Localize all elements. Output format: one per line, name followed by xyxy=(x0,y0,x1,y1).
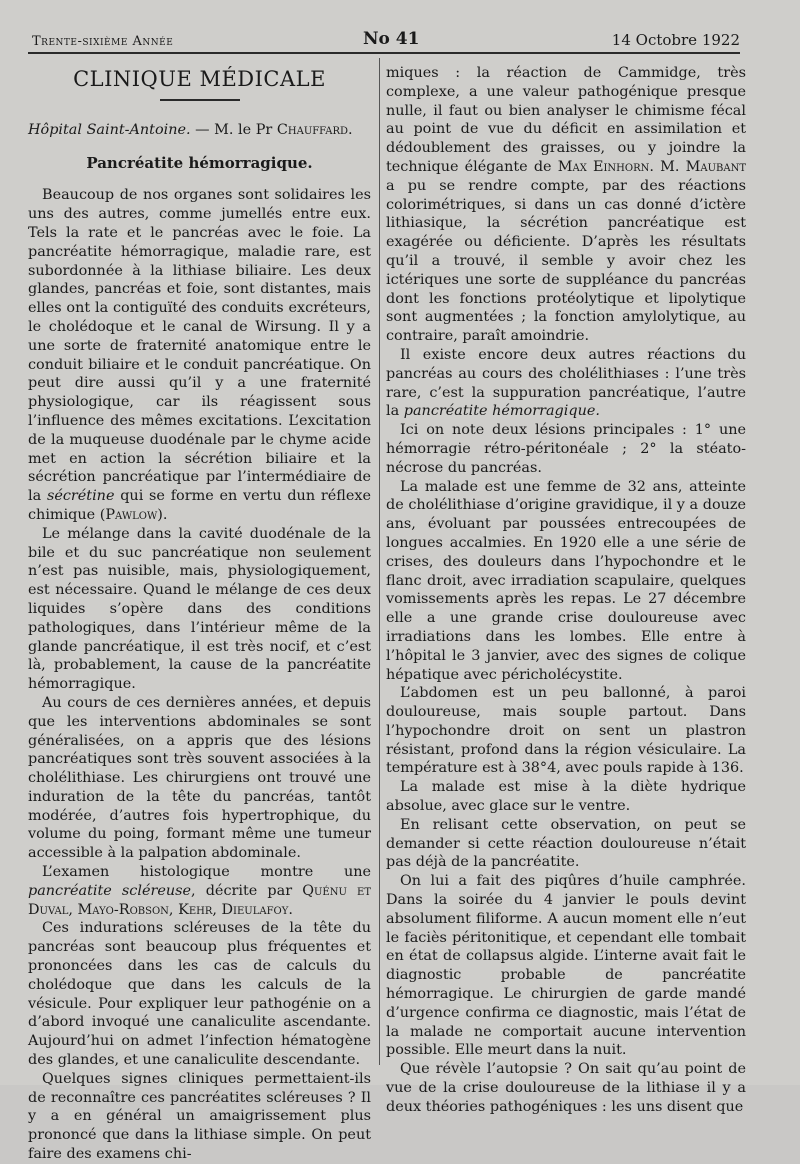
paragraph: Au cours de ces dernières années, et depuis que les interventions abdominales se sont généralisées, on a appris que des lésions pancréatiques sont très souvent associées à la cholélithiase. Les chirurgiens ont trouvé une induration de la tête du pancréas, tantôt modérée, d’autres fois hypertrophique, du volume du poing, formant même une tumeur accessible à la palpation abdominale. xyxy=(28,694,371,862)
paragraph: Quelques signes cliniques permettaient-ils de reconnaître ces pancréatites scléreuses ? Il y a en général un amaigrissement plus prononcé que dans la lithiase simple. On peut faire des examens chi- xyxy=(28,1070,371,1163)
paragraph: Ici on note deux lésions principales : 1° une hémorragie rétro-péritonéale ; 2° la stéato-nécrose du pancréas. xyxy=(386,422,746,476)
volume-label: Trente-sixième Année xyxy=(32,34,174,49)
column-divider xyxy=(379,58,380,1065)
right-column xyxy=(386,64,746,1115)
issue-date: 14 Octobre 1922 xyxy=(611,31,740,49)
paragraph: miques : la réaction de Cammidge, très complexe, a une valeur pathogénique presque nulle, il faut ou bien analyser le chimisme fécal au point de vue du déficit en assimilation et dédoublement des graisses, ou y joindre la technique élégante de Max Einhorn. M. Maubant a pu se rendre compte, par des réactions colorimétriques, si dans un cas donné d’ictère lithiasique, la sécrétion pancréatique est exagérée ou déficiente. D’après les résultats qu’il a trouvé, il semble y avoir chez les ictériques une sorte de suppléance du pancréas dont les fonctions protéolytique et lipolytique sont augmentées ; la fonction amylolytique, au contraire, paraît amoindrie. xyxy=(386,65,746,345)
issue-number: No 41 xyxy=(363,29,420,49)
article-title: Pancréatite hémorragique. xyxy=(86,153,313,172)
section-title: CLINIQUE MÉDICALE xyxy=(73,67,326,91)
title-rule xyxy=(160,99,240,101)
hospital-line xyxy=(28,121,371,140)
paragraph: L’examen histologique montre une pancréatite scléreuse, décrite par Quénu et Duval, Mayo-Robson, Kehr, Dieulafoy. xyxy=(28,864,371,918)
paragraph: La malade est une femme de 32 ans, atteinte de cholélithiase d’origine gravidique, il y a douze ans, évoluant par poussées entrecoupées de longues accalmies. En 1920 elle a une série de crises, des douleurs dans l’hypochondre et le flanc droit, avec irradiation scapulaire, quelques vomissements après les repas. Le 27 décembre elle a une grande crise douloureuse avec irradiations dans les lombes. Elle entre à l’hôpital le 3 janvier, avec des signes de colique hépatique avec péricholécystite. xyxy=(386,478,746,683)
paragraph: En relisant cette observation, on peut se demander si cette réaction douloureuse n’était pas déjà de la pancréatite. xyxy=(386,816,746,871)
hospital-dash: — M. le Pr xyxy=(190,121,277,138)
paragraph: La malade est mise à la diète hydrique absolue, avec glace sur le ventre. xyxy=(386,779,746,815)
professor-name: Chauffard. xyxy=(276,121,353,138)
page-header xyxy=(28,28,740,54)
paragraph: Ces indurations scléreuses de la tête du pancréas sont beaucoup plus fréquentes et prononcées dans les cas de calculs du cholédoque que dans les calculs de la vésicule. Pour expliquer leur pathogénie on a d’abord invoqué une canaliculite ascendante. Aujourd’hui on admet l’infection hématogène des glandes, et une canaliculite descendante. xyxy=(28,920,371,1069)
paragraph: Que révèle l’autopsie ? On sait qu’au point de vue de la crise douloureuse de la lithiase il y a deux théories pathogéniques : les uns disent que xyxy=(386,1061,746,1115)
paragraph: L’abdomen est un peu ballonné, à paroi douloureuse, mais souple partout. Dans l’hypochondre droit on sent un plastron résistant, profond dans la région vésiculaire. La température est à 38°4, avec pouls rapide à 136. xyxy=(386,685,746,777)
paragraph: Le mélange dans la cavité duodénale de la bile et du suc pancréatique non seulement n’est pas nuisible, mais, physiologiquement, est nécessaire. Quand le mélange de ces deux liquides s’opère dans des conditions pathologiques, dans l’intérieur même de la glande pancréatique, il est très nocif, et c’est là, probablement, la cause de la pancréatite hémorragique. xyxy=(28,525,371,693)
paragraph: On lui a fait des piqûres d’huile camphrée. Dans la soirée du 4 janvier le pouls devint absolument filiforme. A aucun moment elle n’eut le faciès péritonitique, et cependant elle tombait en état de collapsus algide. L’interne avait fait le diagnostic probable de pancréatite hémorragique. Le chirurgien de garde mandé d’urgence confirma ce diagnostic, mais l’état de la malade ne comportait aucune intervention possible. Elle meurt dans la nuit. xyxy=(386,873,746,1059)
hospital-name: Hôpital Saint-Antoine. xyxy=(28,121,191,138)
left-column xyxy=(28,64,371,1163)
paragraph: Il existe encore deux autres réactions du pancréas au cours des cholélithiases : l’une très rare, c’est la suppuration pancréatique, l’autre la pancréatite hémorragique. xyxy=(386,346,746,420)
paragraph: Beaucoup de nos organes sont solidaires les uns des autres, comme jumellés entre eux. Tels la rate et le pancréas avec le foie. La pancréatite hémorragique, maladie rare, est subordonnée à la lithiase biliaire. Les deux glandes, pancréas et foie, sont distantes, mais elles ont la contiguïté des conduits excréteurs, le cholédoque et le canal de Wirsung. Il y a une sorte de fraternité anatomique entre le conduit biliaire et le conduit pancréatique. On peut dire aussi qu’il y a une fraternité physiologique, car ils réagissent sous l’influence des mêmes excitations. L’excitation de la muqueuse duodénale par le chyme acide met en action la sécrétion biliaire et la sécrétion pancréatique par l’intermédiaire de la sécrétine qui se forme en vertu dun réflexe chimique (Pawlow). xyxy=(28,187,371,523)
